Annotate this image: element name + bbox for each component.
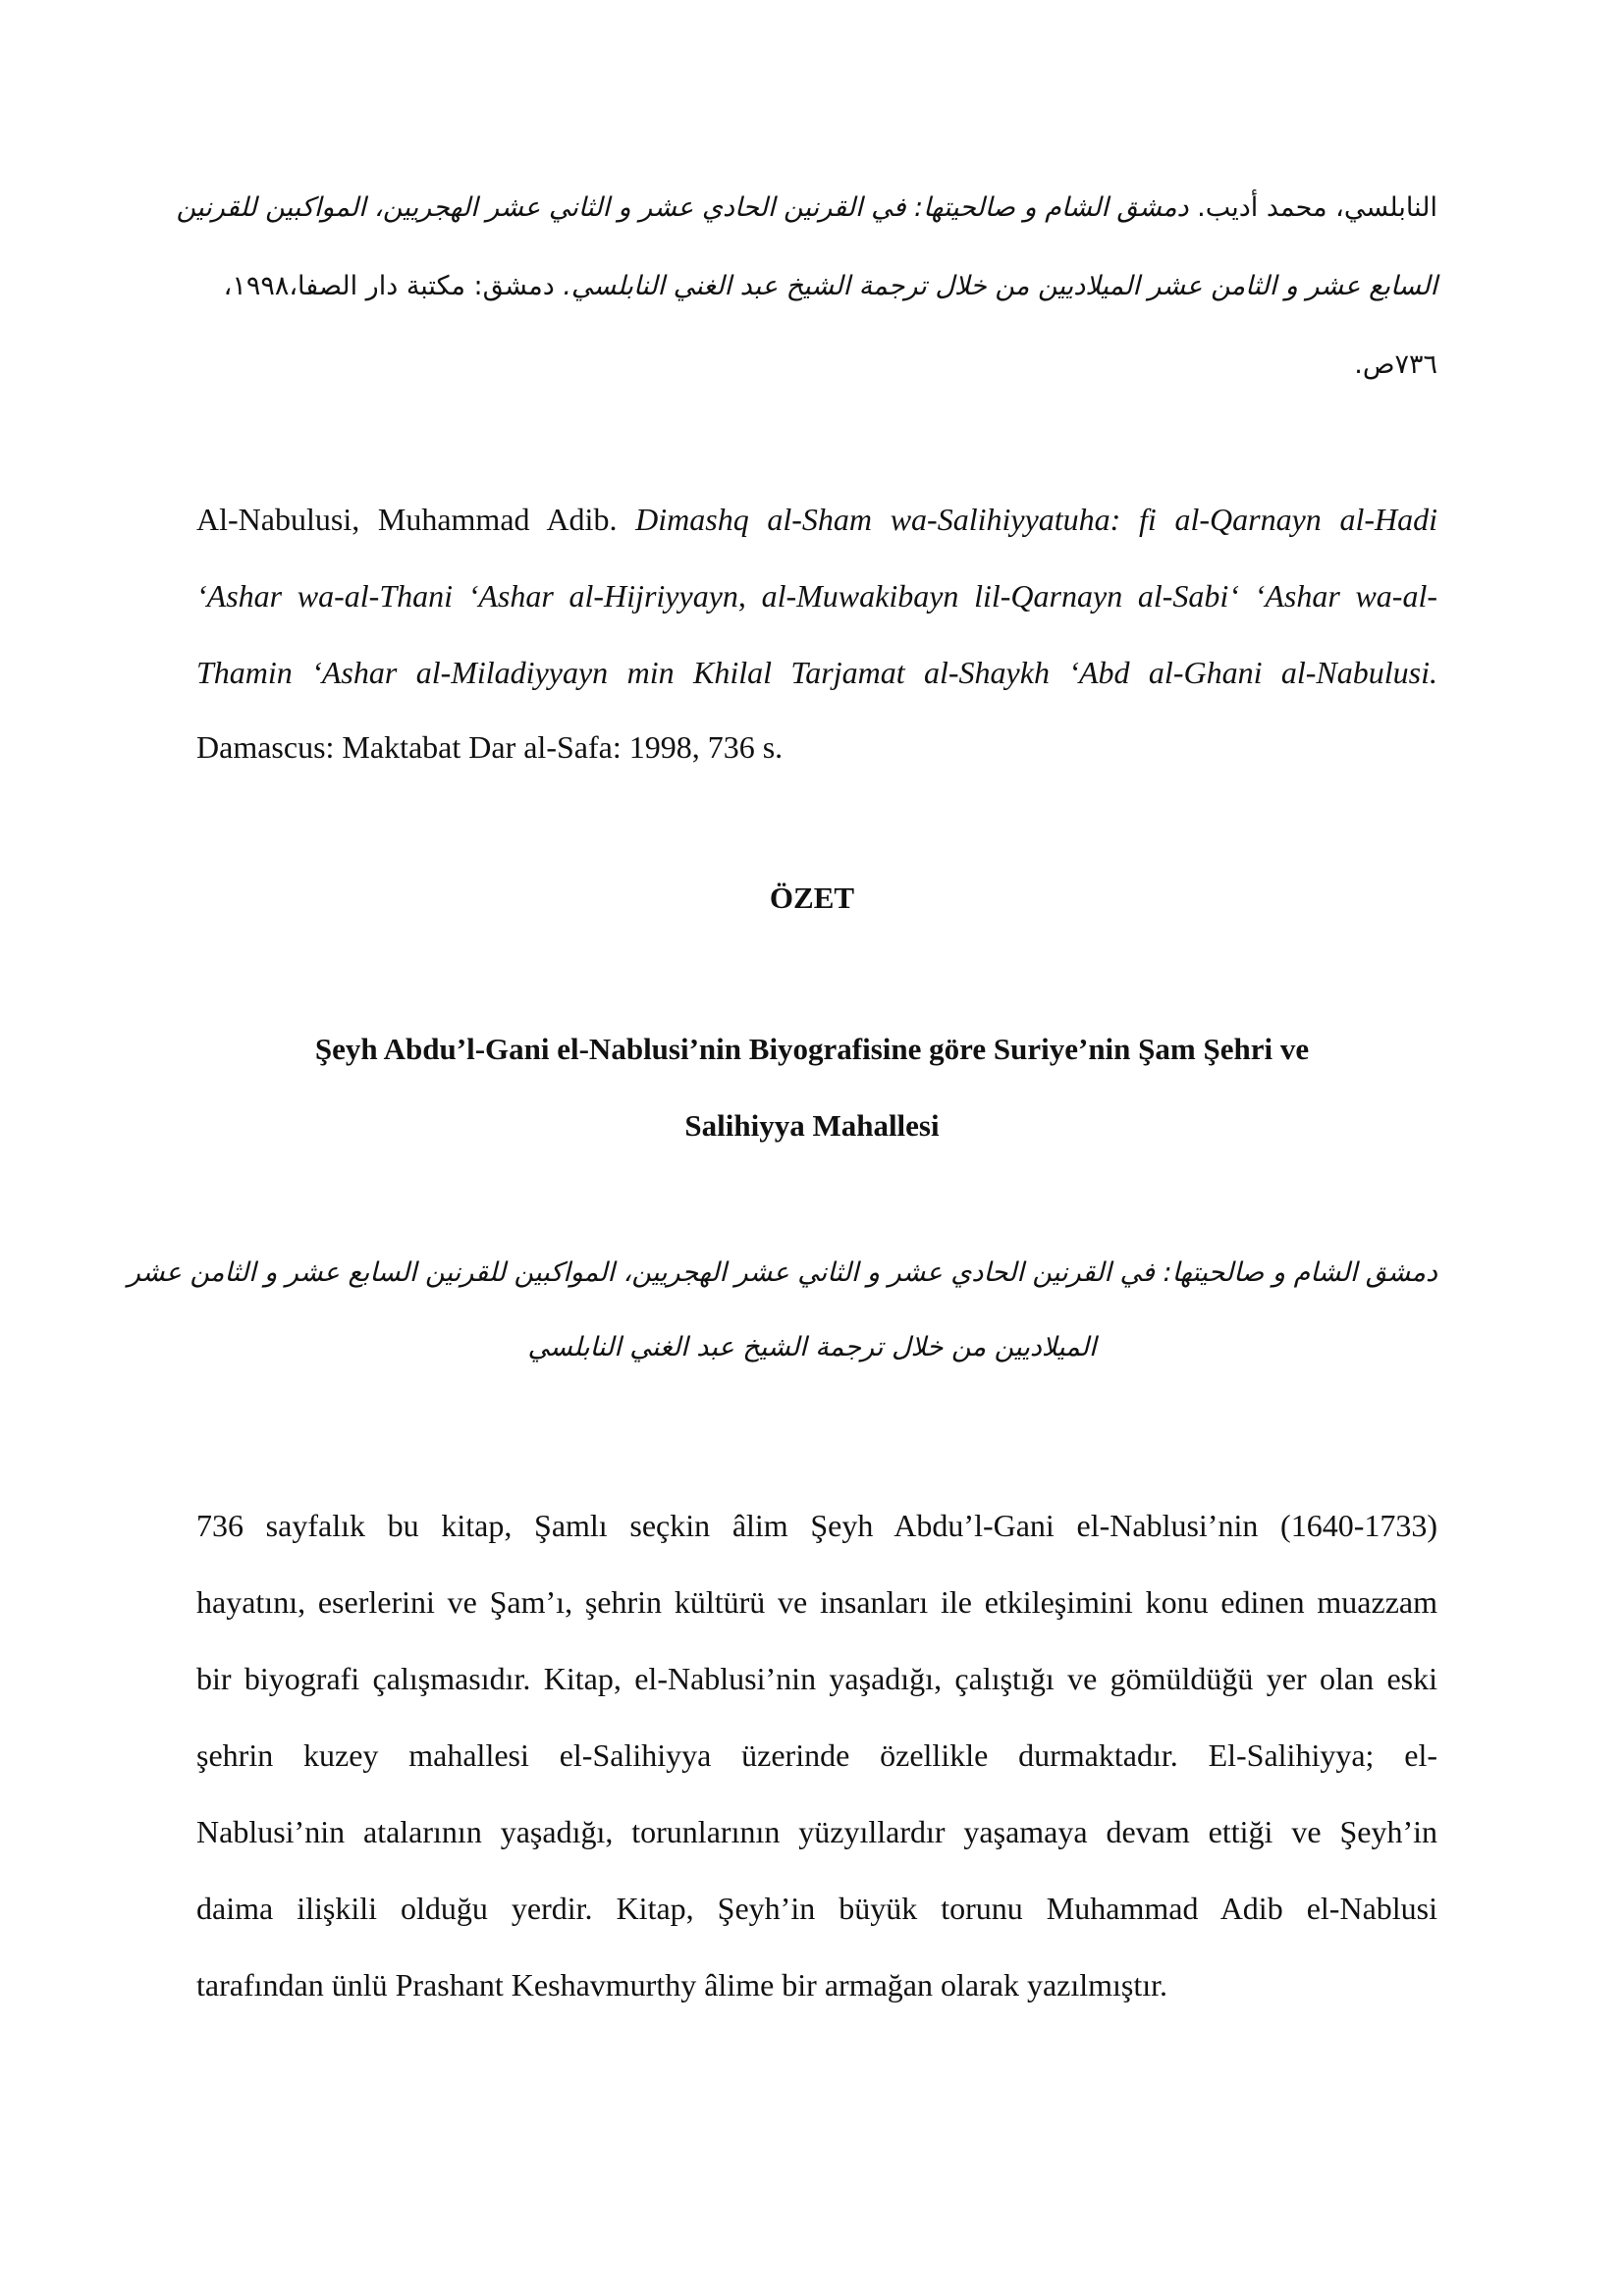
- latin-citation-title-part-1: Dimashq al-Sham wa-Salihiyyatuha: fi al-Qarnayn al-Hadi: [635, 502, 1438, 537]
- arabic-citation-title-part-2: السابع عشر و الثامن عشر الميلاديين من خلال ترجمة الشيخ عبد الغني النابلسي.: [563, 271, 1437, 301]
- summary-line-3: bir biyografi çalışmasıdır. Kitap, el-Nablusi’nin yaşadığı, çalıştığı ve gömüldüğü yer olan eski: [196, 1661, 1437, 1696]
- arabic-citation-publisher: دمشق: مكتبة دار الصفا،١٩٩٨،: [223, 271, 555, 301]
- latin-citation-publication: Damascus: Maktabat Dar al-Safa: 1998, 736 s.: [196, 729, 784, 765]
- latin-citation-author: Al-Nabulusi, Muhammad Adib.: [196, 502, 618, 537]
- arabic-citation-line-1: [177, 192, 1437, 223]
- summary-line-6: daima ilişkili olduğu yerdir. Kitap, Şeyh’in büyük torunu Muhammad Adib el-Nablusi: [196, 1891, 1437, 1926]
- ozet-heading: ÖZET: [769, 881, 855, 915]
- latin-citation-line-1: [196, 502, 1437, 538]
- turkish-title-line-1: Şeyh Abdu’l-Gani el-Nablusi’nin Biyografisine göre Suriye’nin Şam Şehri ve: [314, 1032, 1310, 1066]
- summary-line-1: 736 sayfalık bu kitap, Şamlı seçkin âlim Şeyh Abdu’l-Gani el-Nablusi’nin (1640-1733): [196, 1508, 1437, 1543]
- latin-citation-title-part-2: ‘Ashar wa-al-Thani ‘Ashar al-Hijriyyayn, al-Muwakibayn lil-Qarnayn al-Sabi‘ ‘Ashar wa-al-: [196, 578, 1437, 614]
- latin-citation-title-part-3: Thamin ‘Ashar al-Miladiyyayn min Khilal Tarjamat al-Shaykh ‘Abd al-Ghani al-Nabulusi.: [196, 655, 1437, 690]
- arabic-citation-author: النابلسي، محمد أديب.: [1197, 192, 1437, 223]
- arabic-title-line-2: الميلاديين من خلال ترجمة الشيخ عبد الغني النابلسي: [527, 1332, 1097, 1362]
- arabic-title-line-1: دمشق الشام و صالحيتها: في القرنين الحادي عشر و الثاني عشر الهجريين، المواكبين للقرنين السابع عشر و الثامن عشر: [127, 1257, 1437, 1288]
- latin-citation-line-3: [196, 655, 1437, 691]
- summary-line-4: şehrin kuzey mahallesi el-Salihiyya üzerinde özellikle durmaktadır. El-Salihiyya; el-: [196, 1737, 1437, 1773]
- arabic-citation-title-part-1: دمشق الشام و صالحيتها: في القرنين الحادي عشر و الثاني عشر الهجريين، المواكبين للقرنين: [176, 192, 1189, 223]
- turkish-title-line-2: Salihiyya Mahallesi: [684, 1108, 940, 1143]
- summary-line-7: tarafından ünlü Prashant Keshavmurthy âlime bir armağan olarak yazılmıştır.: [196, 1967, 1168, 2002]
- arabic-citation-pages: ٧٣٦ص.: [1354, 349, 1437, 380]
- summary-line-2: hayatını, eserlerini ve Şam’ı, şehrin kültürü ve insanları ile etkileşimini konu edinen muazzam: [196, 1584, 1437, 1620]
- latin-citation-line-2: [196, 578, 1437, 614]
- summary-line-5: Nablusi’nin atalarının yaşadığı, torunlarının yüzyıllardır yaşamaya devam ettiği ve Şeyh’in: [196, 1814, 1437, 1849]
- arabic-citation-line-2: [224, 271, 1437, 301]
